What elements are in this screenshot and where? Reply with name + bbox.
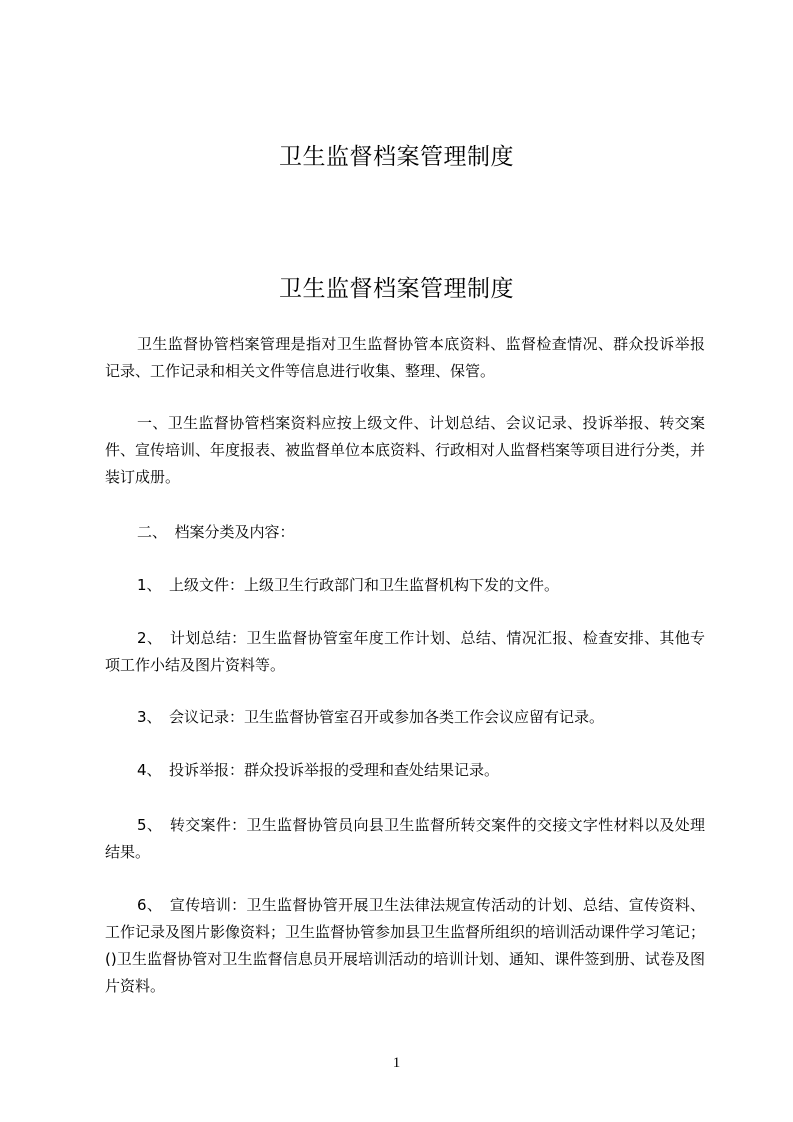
page-number: 1	[392, 1055, 401, 1071]
section-one-paragraph: 一、卫生监督协管档案资料应按上级文件、计划总结、会议记录、投诉举报、转交案件、宣传培训、年度报表、被监督单位本底资料、行政相对人监督档案等项目进行分类，并装订成册。	[105, 414, 706, 486]
list-item-meeting-records: 3、 会议记录：卫生监督协管室召开或参加各类工作会议应留有记录。	[137, 708, 605, 726]
section-two-heading: 二、 档案分类及内容：	[137, 523, 295, 541]
document-title-main: 卫生监督档案管理制度	[279, 276, 514, 302]
list-item-plan-summary: 2、 计划总结：卫生监督协管室年度工作计划、总结、情况汇报、检查安排、其他专项工作小结及图片资料等。	[105, 629, 705, 674]
list-item-upper-documents: 1、 上级文件：上级卫生行政部门和卫生监督机构下发的文件。	[137, 576, 560, 594]
intro-paragraph: 卫生监督协管档案管理是指对卫生监督协管本底资料、监督检查情况、群众投诉举报记录、工作记录和相关文件等信息进行收集、整理、保管。	[105, 335, 705, 380]
list-item-complaints: 4、 投诉举报：群众投诉举报的受理和查处结果记录。	[137, 761, 500, 779]
document-title-top: 卫生监督档案管理制度	[279, 144, 514, 170]
list-item-publicity-training: 6、 宣传培训：卫生监督协管开展卫生法律法规宣传活动的计划、总结、宣传资料、工作记录及图片影像资料；卫生监督协管参加县卫生监督所组织的培训活动课件学习笔记；()卫生监督协管对卫生监督信息员开展培训活动的培训计划、通知、课件签到册、试卷及图片资料。	[105, 896, 706, 995]
list-item-transferred-cases: 5、 转交案件：卫生监督协管员向县卫生监督所转交案件的交接文字性材料以及处理结果。	[105, 816, 705, 861]
